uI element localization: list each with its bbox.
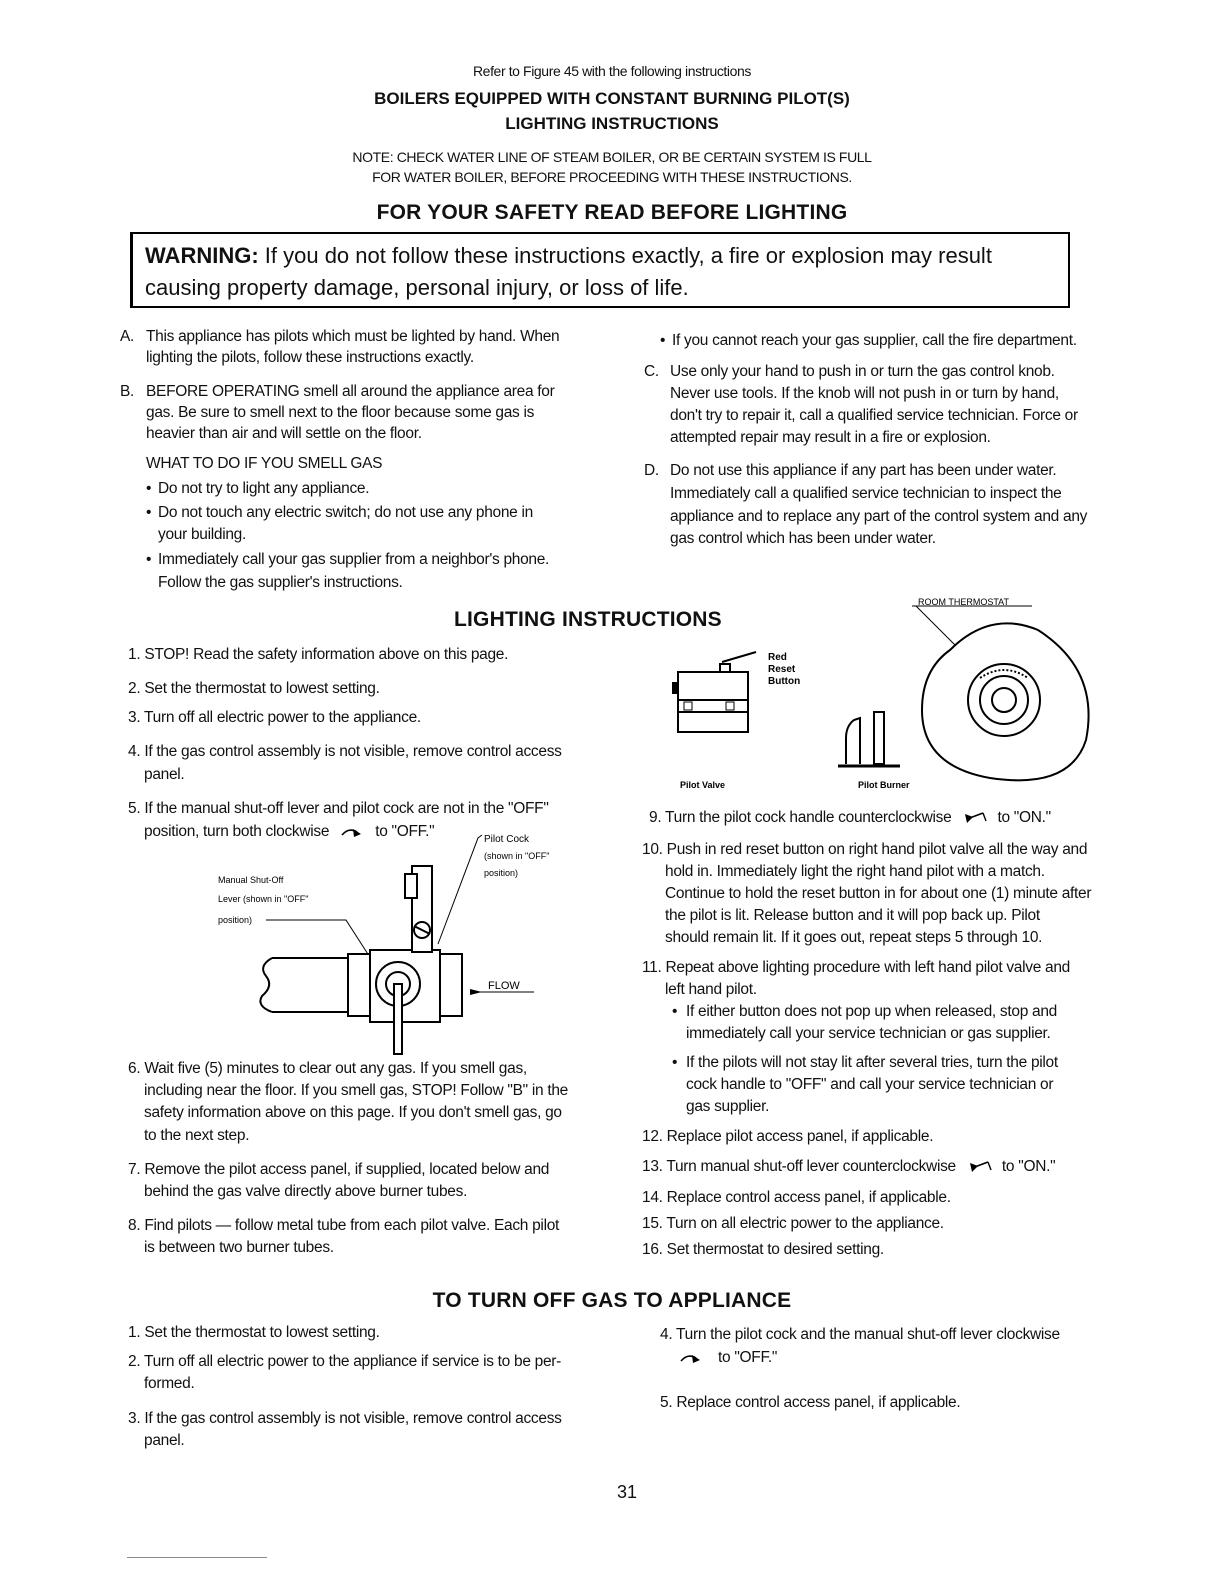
turnoff-title: TO TURN OFF GAS TO APPLIANCE <box>432 1289 792 1312</box>
step-9 <box>649 808 1051 828</box>
step-7: 7. Remove the pilot access panel, if supplied, located below and <box>128 1161 550 1178</box>
pilot-cock-label-2: (shown in "OFF" <box>484 851 550 861</box>
step-5-target: to "OFF." <box>375 823 435 840</box>
warning-box <box>130 232 1070 308</box>
step-11: 11. Repeat above lighting procedure with left hand pilot valve and <box>642 959 1070 976</box>
bullet: • <box>672 1054 678 1071</box>
turnoff-step-3-cont: panel. <box>144 1432 185 1449</box>
lighting-title: LIGHTING INSTRUCTIONS <box>454 608 722 631</box>
counterclockwise-arrow-icon <box>966 1160 992 1174</box>
step-6: 6. Wait five (5) minutes to clear out any gas. If you smell gas, <box>128 1060 527 1077</box>
step-10: 10. Push in red reset button on right hand pilot valve all the way and <box>642 841 1088 858</box>
bullet-text: Follow the gas supplier's instructions. <box>158 574 403 591</box>
item-line: Use only your hand to push in or turn the gas control knob. <box>670 363 1055 380</box>
step-11-bullet-2: If the pilots will not stay lit after several tries, turn the pilot <box>686 1054 1058 1071</box>
step-15: 15. Turn on all electric power to the appliance. <box>642 1215 944 1232</box>
step-13-text: 13. Turn manual shut-off lever counterclockwise <box>642 1158 956 1175</box>
item-line: Immediately call a qualified service technician to inspect the <box>670 485 1062 502</box>
step-10-cont: should remain lit. If it goes out, repeat steps 5 through 10. <box>665 929 1043 946</box>
item-label: A. <box>120 328 135 345</box>
flow-label: FLOW <box>488 980 520 992</box>
room-thermostat-label: ROOM THERMOSTAT <box>918 597 1009 607</box>
what-to-do-heading: WHAT TO DO IF YOU SMELL GAS <box>146 455 383 472</box>
turnoff-step-5: 5. Replace control access panel, if applicable. <box>660 1394 961 1411</box>
item-line: This appliance has pilots which must be lighted by hand. When <box>146 328 560 345</box>
step-6-cont: including near the floor. If you smell gas, STOP! Follow "B" in the <box>144 1082 568 1099</box>
pilot-cock-label: Pilot Cock <box>484 834 530 845</box>
item-label: B. <box>120 383 135 400</box>
bullet-text: Do not try to light any appliance. <box>158 480 370 497</box>
pilot-cock-label-3: position) <box>484 868 519 878</box>
warning-label: WARNING: <box>145 243 259 268</box>
item-line: heavier than air and will settle on the floor. <box>146 425 422 442</box>
turnoff-step-4: 4. Turn the pilot cock and the manual shut-off lever clockwise <box>660 1326 1060 1343</box>
turnoff-step-2-cont: formed. <box>144 1375 195 1392</box>
step-3: 3. Turn off all electric power to the appliance. <box>128 709 421 726</box>
manual-lever-label-2: Lever (shown in "OFF" <box>218 894 309 904</box>
turnoff-step-3: 3. If the gas control assembly is not visible, remove control access <box>128 1410 562 1427</box>
bullet: • <box>672 1003 678 1020</box>
button-label: Button <box>768 676 801 687</box>
step-11-cont: left hand pilot. <box>665 981 757 998</box>
step-6-cont: safety information above on this page. If you don't smell gas, go <box>144 1104 562 1121</box>
item-label: D. <box>644 462 659 479</box>
item-line: don't try to repair it, call a qualified service technician. Force or <box>670 407 1078 424</box>
step-11-bullet-2-cont: cock handle to "OFF" and call your service technician or <box>686 1076 1054 1093</box>
page-number: 31 <box>617 1482 638 1502</box>
clockwise-arrow-icon <box>678 1351 704 1365</box>
bullet: • <box>146 551 152 568</box>
note-line-2: FOR WATER BOILER, BEFORE PROCEEDING WITH THESE INSTRUCTIONS. <box>372 169 852 185</box>
step-9-target: to "ON." <box>997 809 1051 826</box>
item-label: C. <box>644 363 659 380</box>
refer-line: Refer to Figure 45 with the following instructions <box>472 63 752 79</box>
pilot-valve-label: Pilot Valve <box>680 780 726 790</box>
pilot-burner-label: Pilot Burner <box>858 780 910 790</box>
counterclockwise-arrow-icon <box>961 811 987 825</box>
step-13 <box>642 1157 1055 1177</box>
turnoff-step-4-cont <box>678 1348 777 1368</box>
step-10-cont: Continue to hold the reset button in for about one (1) minute after <box>665 885 1092 902</box>
gas-valve-figure <box>200 826 590 1058</box>
step-4: 4. If the gas control assembly is not visible, remove control access <box>128 743 562 760</box>
step-10-cont: hold in. Immediately light the right hand pilot with a match. <box>665 863 1045 880</box>
page-subtitle: LIGHTING INSTRUCTIONS <box>505 114 719 133</box>
turnoff-step-2: 2. Turn off all electric power to the appliance if service is to be per- <box>128 1353 562 1370</box>
manual-lever-label: Manual Shut-Off <box>218 875 284 885</box>
step-9-text: 9. Turn the pilot cock handle counterclockwise <box>649 809 952 826</box>
step-11-bullet-2-cont: gas supplier. <box>686 1098 770 1115</box>
step-2: 2. Set the thermostat to lowest setting. <box>128 680 380 697</box>
turnoff-step-4-target: to "OFF." <box>718 1349 778 1366</box>
step-5: 5. If the manual shut-off lever and pilot cock are not in the "OFF" <box>128 800 549 817</box>
bullet-text: Do not touch any electric switch; do not use any phone in <box>158 504 533 521</box>
warning-text-2: causing property damage, personal injury, or loss of life. <box>145 275 689 300</box>
turnoff-step-1: 1. Set the thermostat to lowest setting. <box>128 1324 380 1341</box>
bullet: • <box>146 480 152 497</box>
reset-label: Reset <box>768 664 796 675</box>
footer-rule <box>127 1557 267 1558</box>
step-13-target: to "ON." <box>1001 1158 1056 1175</box>
manual-lever-label-3: position) <box>218 915 253 925</box>
step-16: 16. Set thermostat to desired setting. <box>642 1241 884 1258</box>
bullet-text: your building. <box>158 526 246 543</box>
item-line: Do not use this appliance if any part has been under water. <box>670 462 1057 479</box>
step-8-cont: is between two burner tubes. <box>144 1239 334 1256</box>
page-title: BOILERS EQUIPPED WITH CONSTANT BURNING PILOT(S) <box>374 89 850 108</box>
step-12: 12. Replace pilot access panel, if applicable. <box>642 1128 934 1145</box>
bullet: • <box>660 332 666 349</box>
red-label: Red <box>768 652 787 663</box>
step-7-cont: behind the gas valve directly above burner tubes. <box>144 1183 468 1200</box>
step-6-cont: to the next step. <box>144 1127 250 1144</box>
step-8: 8. Find pilots — follow metal tube from each pilot valve. Each pilot <box>128 1217 560 1234</box>
note-line-1: NOTE: CHECK WATER LINE OF STEAM BOILER, OR BE CERTAIN SYSTEM IS FULL <box>352 149 872 165</box>
warning-text-1: If you do not follow these instructions exactly, a fire or explosion may result <box>258 243 992 268</box>
step-5-text: position, turn both clockwise <box>144 823 330 840</box>
step-1: 1. STOP! Read the safety information above on this page. <box>128 646 509 663</box>
step-4-cont: panel. <box>144 766 185 783</box>
bullet: • <box>146 504 152 521</box>
item-line: Never use tools. If the knob will not push in or turn by hand, <box>670 385 1059 402</box>
item-line: appliance and to replace any part of the control system and any <box>670 508 1088 525</box>
pilot-valve-figure <box>660 590 1110 790</box>
bullet-text: Immediately call your gas supplier from a neighbor's phone. <box>158 551 550 568</box>
item-line: gas control which has been under water. <box>670 530 936 547</box>
item-line: attempted repair may result in a fire or explosion. <box>670 429 991 446</box>
step-11-bullet-1-cont: immediately call your service technician or gas supplier. <box>686 1025 1051 1042</box>
step-14: 14. Replace control access panel, if applicable. <box>642 1189 951 1206</box>
item-line: BEFORE OPERATING smell all around the appliance area for <box>146 383 555 400</box>
step-11-bullet-1: If either button does not pop up when released, stop and <box>686 1003 1057 1020</box>
safety-title: FOR YOUR SAFETY READ BEFORE LIGHTING <box>376 201 848 224</box>
bullet-text: If you cannot reach your gas supplier, call the fire department. <box>672 332 1077 349</box>
step-10-cont: the pilot is lit. Release button and it will pop back up. Pilot <box>665 907 1040 924</box>
item-line: gas. Be sure to smell next to the floor because some gas is <box>146 404 535 421</box>
item-line: lighting the pilots, follow these instructions exactly. <box>146 349 474 366</box>
